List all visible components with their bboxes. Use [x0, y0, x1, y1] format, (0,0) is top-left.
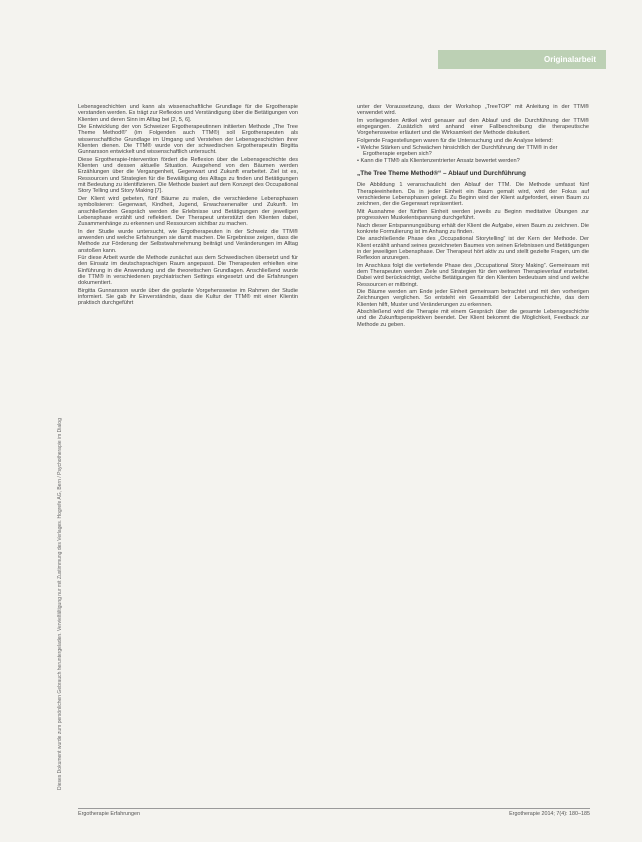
paragraph: Im Anschluss folgt die vertiefende Phase des „Occupational Story Making“. Gemeinsam mit dem Therapeuten werden Ziele und Strategien für den weiteren Therapieverlauf erarbeitet. Dabei wird berücksichtigt, welche Betätigungen für den Klienten bedeutsam sind und welche Ressourcen er mitbringt.: [357, 262, 589, 288]
footer-left: Ergotherapie Erfahrungen: [78, 811, 141, 817]
paragraph: Für diese Arbeit wurde die Methode zunächst aus dem Schwedischen übersetzt und für den Einsatz im deutschsprachigen Raum angepasst. Die Therapeuten erhielten eine Einführung in die Anwendung und die theoretischen Grundlagen. Anschließend wurde die TTM® in verschiedenen psychiatrischen Settings eingesetzt und die Erfahrungen dokumentiert.: [78, 254, 298, 287]
section-heading: „The Tree Theme Method®“ – Ablauf und Durchführung: [357, 170, 526, 178]
paragraph: Die Abbildung 1 veranschaulicht den Ablauf der TTM. Die Methode umfasst fünf Therapieeinheiten. Da in jeder Einheit ein Baum gemalt wird, wird der Fokus auf verschiedene Lebensphasen gelegt. Zu Beginn wird der Klient aufgefordert, einen Baum zu zeichnen, der die Gegenwart repräsentiert.: [357, 182, 589, 208]
paragraph: Im vorliegenden Artikel wird genauer auf den Ablauf und die Durchführung der TTM® eingegangen. Zusätzlich wird anhand einer Fallbeschreibung die therapeutische Vorgehensweise erläutert und die Wirksamkeit der Methode diskutiert.: [357, 117, 589, 137]
paragraph: Folgende Fragestellungen waren für die Untersuchung und die Analyse leitend:: [357, 137, 553, 144]
paragraph: Birgitta Gunnarsson wurde über die geplante Vorgehensweise im Rahmen der Studie informiert. Sie gab ihr Einverständnis, dass die Kultur der TTM® mit einer Klientin praktisch durchgeführt: [78, 287, 298, 307]
copyright-sidebar: [48, 70, 63, 790]
paragraph: Die Bäume werden am Ende jeder Einheit gemeinsam betrachtet und mit den vorherigen Zeichnungen verglichen. So entsteht ein Gesamtbild der Lebensgeschichte, das dem Klienten hilft, Muster und Veränderungen zu erkennen.: [357, 288, 589, 308]
page-footer: [78, 808, 590, 817]
list-item: • Kann die TTM® als Klientenzentrierter Ansatz bewertet werden?: [363, 158, 589, 164]
paragraph: Die anschließende Phase des „Occupational Storytelling“ ist der Kern der Methode. Der Klient erzählt anhand seines gezeichneten Baumes von seinen Erlebnissen und Betätigungen in der jeweiligen Lebensphase. Der Therapeut hört aktiv zu und stellt gezielte Fragen, um die Reflexion anzuregen.: [357, 236, 589, 262]
paragraph: Nach dieser Entspannungsübung erhält der Klient die Aufgabe, einen Baum zu zeichnen. Die konkrete Formulierung ist im Anhang zu finden.: [357, 222, 589, 235]
paragraph: Mit Ausnahme der fünften Einheit werden jeweils zu Beginn meditative Übungen zur progressiven Muskelentspannung durchgeführt.: [357, 208, 589, 222]
copyright-text: Dieses Dokument wurde zum persönlichen Gebrauch heruntergeladen. Vervielfältigung nur mit Zustimmung des Verlages. Hogrefe AG, Bern / Psychotherapie im Dialog: [57, 418, 63, 790]
list-item: • Welche Stärken und Schwächen hinsichtlich der Durchführung der TTM® in der Ergotherapie ergeben sich?: [363, 145, 589, 158]
right-column: [357, 104, 589, 799]
paragraph: Die Entwicklung der von Schweizer Ergotherapeutinnen initiierten Methode „The Tree Theme Method®“ (im Folgenden auch TTM®) soll Ergotherapeuten als wissenschaftliche Grundlage im Umgang und Verstehen der Lebensgeschichten ihrer Klienten dienen. Die TTM® wurde von der schwedischen Ergotherapeutin Birgitta Gunnarsson entwickelt und wissenschaftlich untersucht.: [78, 124, 298, 156]
paragraph: In der Studie wurde untersucht, wie Ergotherapeuten in der Schweiz die TTM® anwenden und welche Erfahrungen sie damit machen. Die Ergebnisse zeigen, dass die Methode zur Förderung der Selbstwahrnehmung beiträgt und Veränderungen im Alltag anstoßen kann.: [78, 228, 298, 254]
paragraph: Lebensgeschichten und kann als wissenschaftliche Grundlage für die Ergotherapie verstanden werden. Es trägt zur Reflexion und Verständigung über die Betätigungen von Klienten und deren Sinn im Alltag bei [2, 5, 6].: [78, 104, 298, 123]
footer-right: Ergotherapie 2014; 7(4): 180–185: [509, 811, 590, 817]
paragraph: Abschließend wird die Therapie mit einem Gespräch über die gesamte Lebensgeschichte und die Zukunftsperspektiven beendet. Der Klient bekommt die Möglichkeit, Feedback zur Methode zu geben.: [357, 308, 589, 328]
paragraph: Der Klient wird gebeten, fünf Bäume zu malen, die verschiedene Lebensphasen symbolisieren: Gegenwart, Kindheit, Jugend, Erwachsenenalter und Zukunft. Im anschließenden Gespräch werden die Erlebnisse und Betätigungen der jeweiligen Lebensphase erzählt und reflektiert. Der Therapeut unterstützt den Klienten dabei, Zusammenhänge zu erkennen und Ressourcen sichtbar zu machen.: [78, 195, 298, 228]
left-column: [78, 104, 298, 799]
paragraph: unter der Voraussetzung, dass der Workshop „TreeTOP“ mit Anleitung in der TTM® verwendet wird.: [357, 104, 589, 117]
paragraph: Diese Ergotherapie-Intervention fördert die Reflexion über die Lebensgeschichte des Klienten und dessen aktuelle Situation. Ausgehend von den Bäumen werden Erzählungen über die Vergangenheit, Gegenwart und Zukunft erarbeitet. Ziel ist es, Ressourcen und Strategien für die Bewältigung des Alltags zu finden und Betätigungen mit Bedeutung zu identifizieren. Die Methode basiert auf dem Konzept des Occupational Story Telling und Story Making [7].: [78, 156, 298, 195]
section-tab: Originalarbeit: [438, 50, 606, 69]
question-list: [360, 145, 589, 164]
